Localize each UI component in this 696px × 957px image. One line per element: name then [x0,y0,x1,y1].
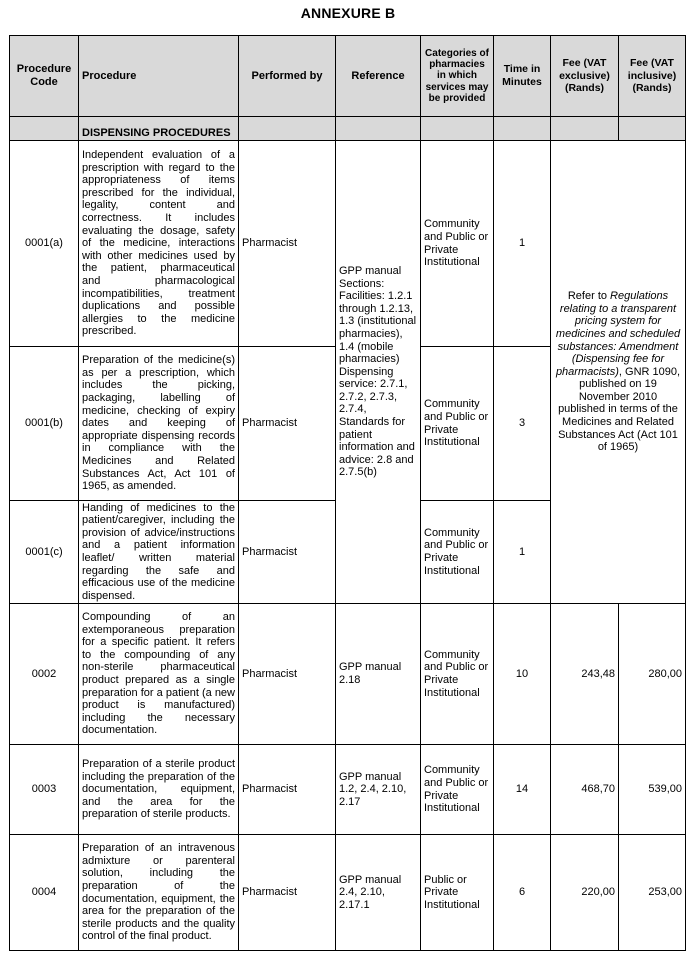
procedure-code: 0003 [10,745,79,835]
fee-incl: 253,00 [619,835,686,951]
procedure-code: 0001(a) [10,141,79,347]
procedure-text: Handing of medicines to the patient/caregiver, including the provision of advice/instructions and a patient information leaflet/ written material regarding the safe and efficacious use of the medicine dispensed. [79,501,239,604]
procedure-text: Preparation of the medicine(s) as per a prescription, which includes the picking, packaging, labelling of medicine, checking of expiry dates and keeping of appropriate dispensing records in compliance with the Medicines and Related Substances Act, Act 101 of 1965, as amended. [79,347,239,501]
header-row [10,36,686,117]
procedure-code: 0002 [10,604,79,745]
table-row [10,835,686,951]
procedure-text: Preparation of a sterile product including the preparation of the documentation, equipment, and the area for the preparation of sterile products. [79,745,239,835]
performed-by: Pharmacist [239,141,336,347]
section-title: DISPENSING PROCEDURES [79,117,239,141]
procedure-code: 0001(c) [10,501,79,604]
header-fee-incl: Fee (VAT inclusive) (Rands) [619,36,686,117]
reference: GPP manual 2.4, 2.10, 2.17.1 [336,835,421,951]
reference: GPP manual 1.2, 2.4, 2.10, 2.17 [336,745,421,835]
time-minutes: 6 [494,835,551,951]
dispensing-fee-note: Refer to Regulations relating to a transparent pricing system for medicines and scheduled substances: Amendment (Dispensing fee for pharmacists), GNR 1090, published on 19 November 2010 published in terms of the Medicines and Related Substances Act (Act 101 of 1965) [551,141,686,604]
categories: Community and Public or Private Institutional [421,347,494,501]
section-row [10,117,686,141]
categories: Community and Public or Private Institutional [421,501,494,604]
performed-by: Pharmacist [239,347,336,501]
fee-incl: 539,00 [619,745,686,835]
categories: Public or Private Institutional [421,835,494,951]
time-minutes: 1 [494,141,551,347]
time-minutes: 10 [494,604,551,745]
header-fee-excl: Fee (VAT exclusive) (Rands) [551,36,619,117]
header-time: Time in Minutes [494,36,551,117]
fee-excl: 243,48 [551,604,619,745]
performed-by: Pharmacist [239,604,336,745]
performed-by: Pharmacist [239,835,336,951]
header-procedure: Procedure [79,36,239,117]
categories: Community and Public or Private Institutional [421,604,494,745]
performed-by: Pharmacist [239,501,336,604]
procedure-text: Independent evaluation of a prescription with regard to the appropriateness of items prescribed for the individual, legality, content and correctness. It includes evaluating the dosage, safety of the medicine, interactions with other medicines used by the patient, pharmaceutical and pharmacological incompatibilities, treatment duplications and possible allergies to the medicine prescribed. [79,141,239,347]
fee-incl: 280,00 [619,604,686,745]
reference: GPP manual 2.18 [336,604,421,745]
procedure-code: 0004 [10,835,79,951]
header-reference: Reference [336,36,421,117]
categories: Community and Public or Private Institutional [421,745,494,835]
procedure-text: Preparation of an intravenous admixture or parenteral solution, including the preparation of the documentation, equipment, the area for the preparation of the sterile products and the quality control of the final product. [79,835,239,951]
procedure-code: 0001(b) [10,347,79,501]
fee-excl: 468,70 [551,745,619,835]
header-categories: Categories of pharmacies in which services may be provided [421,36,494,117]
time-minutes: 3 [494,347,551,501]
time-minutes: 1 [494,501,551,604]
performed-by: Pharmacist [239,745,336,835]
procedure-text: Compounding of an extemporaneous preparation for a specific patient. It refers to the compounding of any non-sterile pharmaceutical product prepared as a single preparation for a patient (a new product is manufactured) including the necessary documentation. [79,604,239,745]
fee-table [9,35,686,951]
page-title: ANNEXURE B [300,5,396,21]
header-performed-by: Performed by [239,36,336,117]
shared-reference: GPP manual Sections: Facilities: 1.2.1 through 1.2.13, 1.3 (institutional pharmacies), 1.4 (mobile pharmacies) Dispensing service: 2.7.1, 2.7.2, 2.7.3, 2.7.4, Standards for patient information and advice: 2.8 and 2.7.5(b) [336,141,421,604]
table-row [10,604,686,745]
table-row [10,141,686,347]
header-procedure-code: Procedure Code [10,36,79,117]
table-row [10,745,686,835]
categories: Community and Public or Private Institutional [421,141,494,347]
time-minutes: 14 [494,745,551,835]
fee-excl: 220,00 [551,835,619,951]
